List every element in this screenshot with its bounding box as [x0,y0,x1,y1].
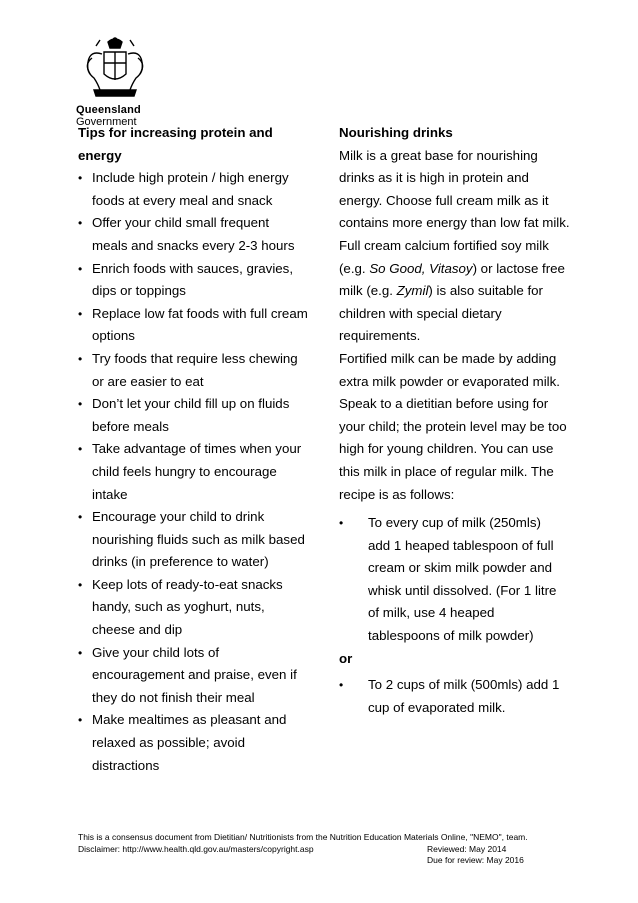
or-label: or [339,650,353,666]
footer-due-for-review: Due for review: May 2016 [427,855,524,865]
list-item: • Take advantage of times when your child feels hungry to encourage intake [78,438,318,506]
left-heading-line2: energy [78,147,122,163]
footer-reviewed: Reviewed: May 2014 [427,843,507,854]
list-item: • Include high protein / high energy foods at every meal and snack [78,167,318,212]
list-item: • Give your child lots of encouragement and praise, even if they do not finish their meal [78,642,318,710]
fortified-milk-paragraph: Fortified milk can be made by adding extra milk powder or evaporated milk. Speak to a dietitian before using for your child; the protein level may be too high for young children. You can use this milk in place of regular milk. The recipe is as follows: [339,350,567,502]
tips-list [78,167,318,777]
list-item: • Keep lots of ready-to-eat snacks handy, such as yoghurt, nuts, cheese and dip [78,574,318,642]
list-item: • Offer your child small frequent meals and snacks every 2-3 hours [78,212,318,257]
list-item: • Enrich foods with sauces, gravies, dips or toppings [78,258,318,303]
right-column [339,122,574,719]
left-column [78,122,318,777]
list-item: • Try foods that require less chewing or are easier to eat [78,348,318,393]
list-item: • Make mealtimes as pleasant and relaxed as possible; avoid distractions [78,709,318,777]
nourishing-drinks-paragraph: Milk is a great base for nourishing drinks as it is high in protein and energy. Choose full cream milk as it contains more energy than low fat milk. Full cream calcium fortified soy milk (e.g. So Good, Vitasoy) or lactose free milk (e.g. Zymil) is also suitable for children with special dietary requirements. [339,147,570,344]
list-item: • Don’t let your child fill up on fluids before meals [78,393,318,438]
list-item: • To 2 cups of milk (500mls) add 1 cup of evaporated milk. [339,674,574,719]
list-item: • Replace low fat foods with full cream options [78,303,318,348]
footer-disclaimer: Disclaimer: http://www.health.qld.gov.au/masters/copyright.asp [78,843,314,854]
recipe-list-alt [339,674,574,719]
footer [78,832,578,867]
logo-wordmark-line2: Government [76,116,137,128]
list-item: • Encourage your child to drink nourishing fluids such as milk based drinks (in preference to water) [78,506,318,574]
recipe-list [339,512,574,648]
right-heading: Nourishing drinks [339,125,453,140]
queensland-government-logo [76,36,176,126]
queensland-coat-of-arms-icon [80,36,150,100]
list-item: • To every cup of milk (250mls) add 1 heaped tablespoon of full cream or skim milk powder and whisk until dissolved. (For 1 litre of milk, use 4 heaped tablespoons of milk powder) [339,512,574,648]
left-heading-line1: Tips for increasing protein and [78,125,273,140]
logo-wordmark-line1: Queensland [76,104,141,116]
footer-consensus: This is a consensus document from Dietitian/ Nutritionists from the Nutrition Education Materials Online, "NEMO", team. [78,832,528,842]
